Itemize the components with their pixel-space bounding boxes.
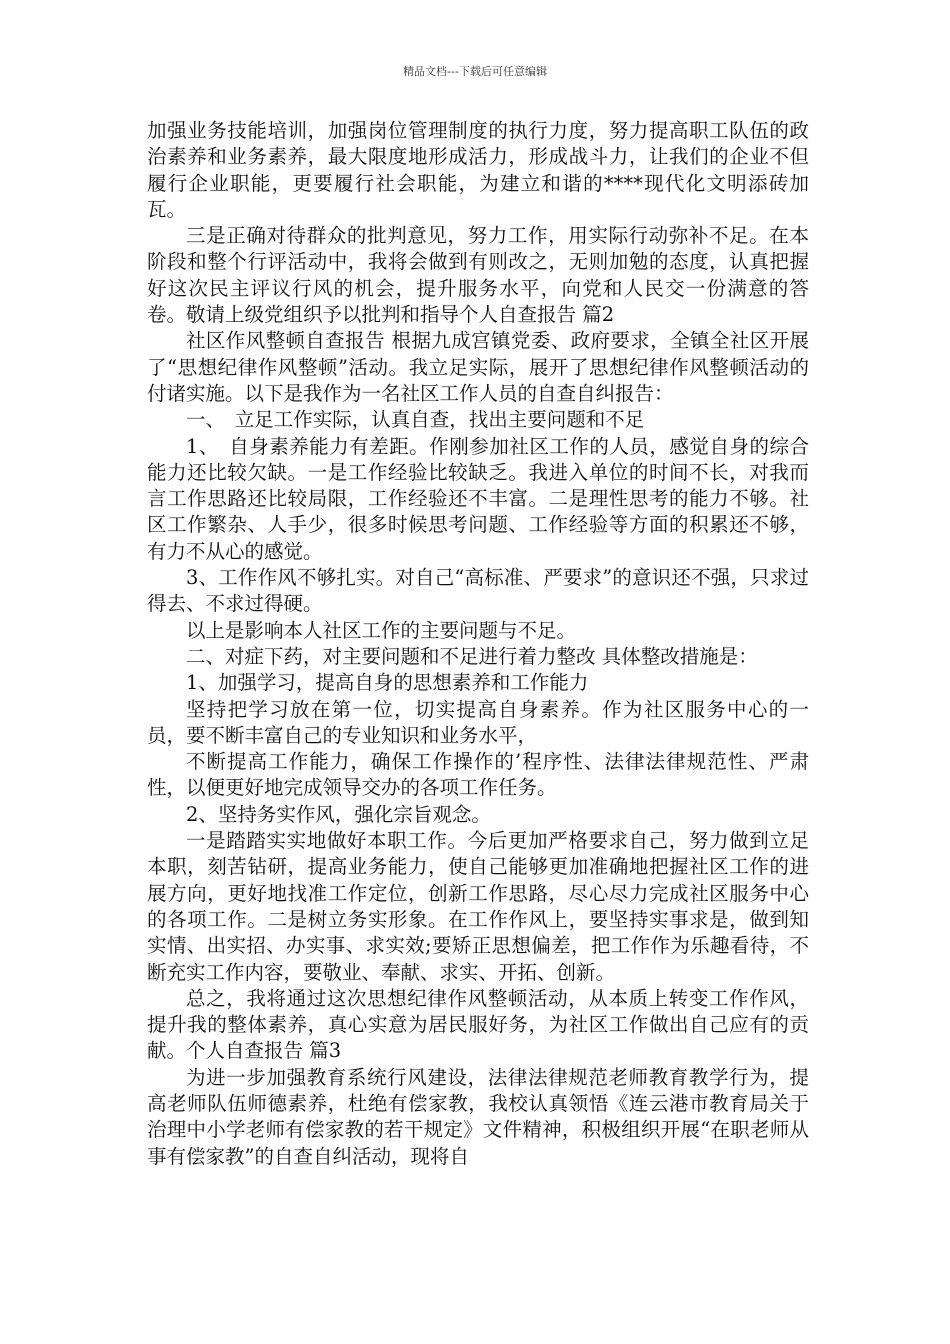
- paragraph: 总之，我将通过这次思想纪律作风整顿活动，从本质上转变工作作风，提升我的整体素养，真心实意为居民服好务，为社区工作做出自己应有的贡献。个人自查报告 篇3: [147, 986, 809, 1063]
- paragraph: 为进一步加强教育系统行风建设，法律法律规范老师教育教学行为，提高老师队伍师德素养，杜绝有偿家教，我校认真领悟《连云港市教育局关于治理中小学老师有偿家教的若干规定》文件精神，积极组织开展“在职老师从事有偿家教”的自查自纠活动，现将自: [147, 1065, 809, 1168]
- subsection-heading: 2、坚持务实作风，强化宗旨观念。: [186, 802, 491, 826]
- section-heading: 二、对症下药，对主要问题和不足进行着力整改 具体整改措施是：: [186, 644, 758, 668]
- paragraph: 一是踏踏实实地做好本职工作。今后更加严格要求自己，努力做到立足本职，刻苦钻研，提高业务能力，使自己能够更加准确地把握社区工作的进展方向，更好地找准工作定位，创新工作思路，尽心尽力完成社区服务中心的各项工作。二是树立务实形象。在工作作风上，要坚持实事求是，做到知实情、出实招、办实事、求实效;要矫正思想偏差，把工作作为乐趣看待，不断充实工作内容，要敬业、奉献、求实、开拓、创新。: [147, 829, 809, 984]
- paragraph: 坚持把学习放在第一位，切实提高自身素养。作为社区服务中心的一员，要不断丰富自己的专业知识和业务水平，: [147, 697, 809, 747]
- page-header: 精品文档---下载后可任意编辑: [403, 65, 547, 78]
- paragraph: 三是正确对待群众的批判意见，努力工作，用实际行动弥补不足。在本阶段和整个行评活动中，我将会做到有则改之，无则加勉的态度，认真把握好这次民主评议行风的机会，提升服务水平，向党和人民交一份满意的答卷。敬请上级党组织予以批判和指导个人自查报告 篇2: [147, 224, 809, 327]
- paragraph: 不断提高工作能力，确保工作操作的’程序性、法律法律规范性、严肃性，以便更好地完成领导交办的各项工作任务。: [147, 750, 809, 800]
- paragraph: 3、工作作风不够扎实。对自己“高标准、严要求”的意识还不强，只求过得去、不求过得硬。: [147, 566, 809, 616]
- document-body: [147, 118, 809, 1170]
- section-heading: 一、 立足工作实际，认真自查，找出主要问题和不足: [186, 408, 645, 432]
- paragraph: 以上是影响本人社区工作的主要问题与不足。: [186, 618, 577, 642]
- paragraph: 加强业务技能培训，加强岗位管理制度的执行力度，努力提高职工队伍的政治素养和业务素养，最大限度地形成活力，形成战斗力，让我们的企业不但履行企业职能，更要履行社会职能，为建立和谐的****现代化文明添砖加瓦。: [147, 119, 809, 221]
- paragraph: 社区作风整顿自查报告 根据九成宫镇党委、政府要求，全镇全社区开展了“思想纪律作风整顿”活动。我立足实际，展开了思想纪律作风整顿活动的付诸实施。以下是我作为一名社区工作人员的自查自纠报告：: [147, 329, 809, 405]
- paragraph: 1、 自身素养能力有差距。作刚参加社区工作的人员，感觉自身的综合能力还比较欠缺。一是工作经验比较缺乏。我进入单位的时间不长，对我而言工作思路还比较局限，工作经验还不丰富。二是理性思考的能力不够。社区工作繁杂、人手少，很多时候思考问题、工作经验等方面的积累还不够，有力不从心的感觉。: [147, 434, 809, 563]
- subsection-heading: 1、加强学习，提高自身的思想素养和工作能力: [186, 671, 589, 695]
